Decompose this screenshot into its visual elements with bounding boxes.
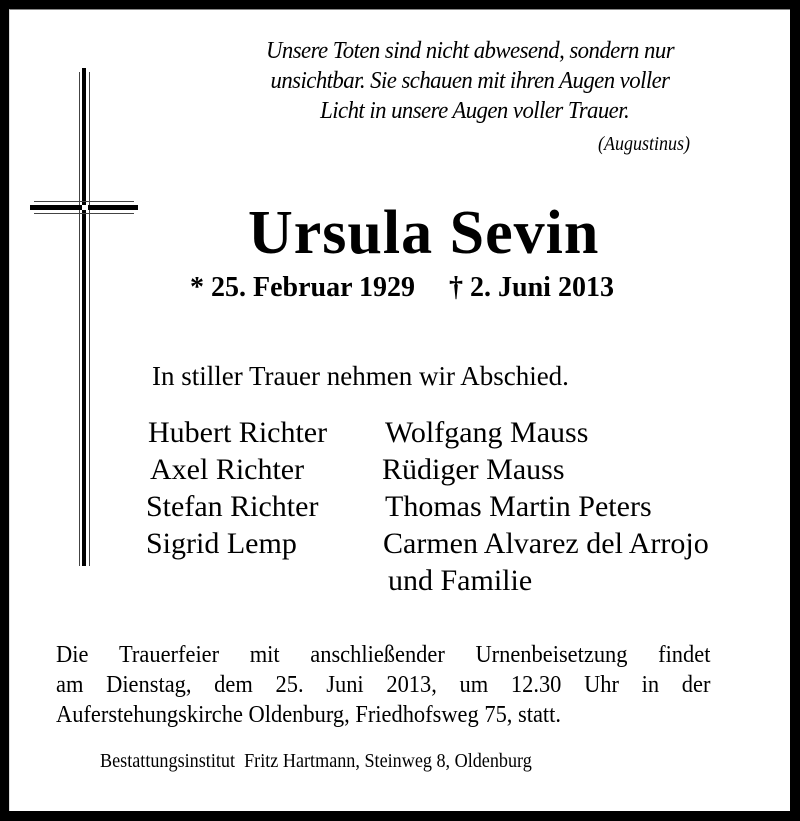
- ceremony-line-1: [56, 640, 711, 670]
- word: der: [681, 672, 711, 698]
- mourners-right: [382, 414, 709, 599]
- mourner-name: Stefan Richter: [146, 490, 319, 523]
- word: am: [56, 672, 84, 698]
- word: Trauerfeier: [119, 642, 220, 668]
- funeral-home: Bestattungsinstitut Fritz Hartmann, Steinweg 8, Oldenburg: [100, 751, 532, 772]
- word: um: [459, 672, 489, 698]
- mourner-name: Axel Richter: [150, 453, 305, 486]
- mourner-name: Rüdiger Mauss: [382, 453, 565, 486]
- word: Uhr: [584, 672, 619, 698]
- quote-attribution: (Augustinus): [598, 133, 690, 155]
- ceremony-info: [56, 640, 711, 730]
- quote-line: unsichtbar. Sie schauen mit ihren Augen voller: [270, 67, 670, 94]
- word: 2013,: [386, 672, 437, 698]
- word: 12.30: [510, 672, 562, 698]
- ceremony-line-3: Auferstehungskirche Oldenburg, Friedhofsweg 75, statt.: [56, 702, 562, 728]
- ceremony-line-2: [56, 670, 711, 700]
- quote: [210, 36, 731, 126]
- word: dem: [214, 672, 253, 698]
- quote-line: Unsere Toten sind nicht abwesend, sondern nur: [265, 37, 675, 64]
- mourner-name: und Familie: [388, 564, 533, 597]
- latin-cross-icon: [79, 68, 90, 566]
- word: Dienstag,: [106, 672, 192, 698]
- mourner-name: Wolfgang Mauss: [385, 416, 589, 449]
- word: Juni: [326, 672, 364, 698]
- word: in: [641, 672, 660, 698]
- word: Die: [56, 642, 89, 668]
- farewell-text: In stiller Trauer nehmen wir Abschied.: [152, 361, 569, 391]
- mourner-name: Carmen Alvarez del Arrojo: [383, 527, 709, 560]
- mourner-name: Thomas Martin Peters: [385, 490, 652, 523]
- death-date: † 2. Juni 2013: [449, 272, 614, 303]
- quote-line: Licht in unsere Augen voller Trauer.: [320, 97, 630, 124]
- cross-center: [82, 205, 88, 210]
- mourners-left: [148, 414, 327, 562]
- life-dates: [190, 272, 614, 304]
- birth-date: * 25. Februar 1929: [190, 272, 416, 303]
- word: 25.: [275, 672, 304, 698]
- word: findet: [658, 642, 711, 668]
- word: anschließender: [310, 642, 445, 668]
- mourner-name: Hubert Richter: [148, 416, 328, 449]
- deceased-name: Ursula Sevin: [248, 199, 600, 267]
- word: Urnenbeisetzung: [475, 642, 628, 668]
- mourner-name: Sigrid Lemp: [146, 527, 297, 560]
- word: mit: [249, 642, 280, 668]
